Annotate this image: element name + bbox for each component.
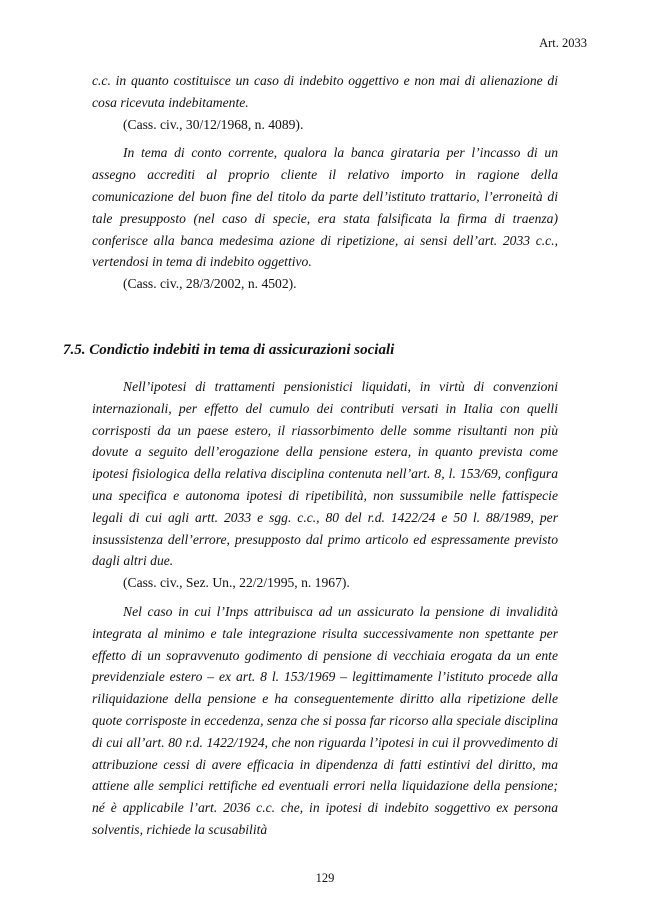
citation: (Cass. civ., Sez. Un., 22/2/1995, n. 1967). <box>123 575 350 591</box>
section-a-body <box>92 70 558 295</box>
citation: (Cass. civ., 28/3/2002, n. 4502). <box>123 276 297 292</box>
section-heading: 7.5. Condictio indebiti in tema di assicurazioni sociali <box>63 342 395 358</box>
paragraph: Nel caso in cui l’Inps attribuisca ad un assicurato la pensione di invalidità integrata al minimo e tale integrazione risulta successivamente non spettante per effetto di un sopravvenuto godimento di pensione di vecchiaia erogata da un ente previdenziale estero – ex art. 8 l. 153/1969 – legittimamente l’istituto procede alla riliquidazione della pensione e ha conseguentemente diritto alla ripetizione delle quote corrisposte in eccedenza, senza che si possa far ricorso alla speciale disciplina di cui all’art. 80 r.d. 1422/1924, che non riguarda l’ipotesi in cui il provvedimento di attribuzione cessi di avere efficacia in dipendenza di fatti estintivi del diritto, ma attiene alle semplici rettifiche ed eventuali errori nella liquidazione della pensione; né è applicabile l’art. 2036 c.c. che, in ipotesi di indebito soggettivo ex persona solventis, richiede la scusabilità <box>92 603 558 837</box>
page-number: 129 <box>315 871 335 885</box>
citation: (Cass. civ., 30/12/1968, n. 4089). <box>123 116 304 132</box>
section-b-body <box>92 376 558 841</box>
running-head: Art. 2033 <box>539 36 587 50</box>
paragraph-continuation: c.c. in quanto costituisce un caso di indebito oggettivo e non mai di alienazione di cosa ricevuta indebitamente. <box>92 73 558 110</box>
paragraph: In tema di conto corrente, qualora la banca girataria per l’incasso di un assegno accrediti al proprio cliente il relativo importo in ragione della comunicazione del buon fine del titolo da parte dell’istituto trattario, l’erroneità di tale presupposto (nel caso di specie, era stata falsificata la firma di traenza) conferisce alla banca medesima azione di ripetizione, ai sensi dell’art. 2033 c.c., vertendosi in tema di indebito oggettivo. <box>92 145 558 270</box>
paragraph: Nell’ipotesi di trattamenti pensionistici liquidati, in virtù di convenzioni internazionali, per effetto del cumulo dei contributi versati in Italia con quelli corrisposti da un paese estero, il riassorbimento delle somme risultanti non più dovute a seguito dell’erogazione della pensione estera, in quanto prevista come ipotesi fisiologica della relativa disciplina contenuta nell’art. 8, l. 153/69, configura una specifica e autonoma ipotesi di ripetibilità, non sussumibile nelle fattispecie legali di cui agli artt. 2033 e sgg. c.c., 80 del r.d. 1422/24 e 50 l. 88/1989, per insussistenza dell’errore, presupposto dal primo articolo ed espressamente previsto dagli altri due. <box>92 379 558 569</box>
